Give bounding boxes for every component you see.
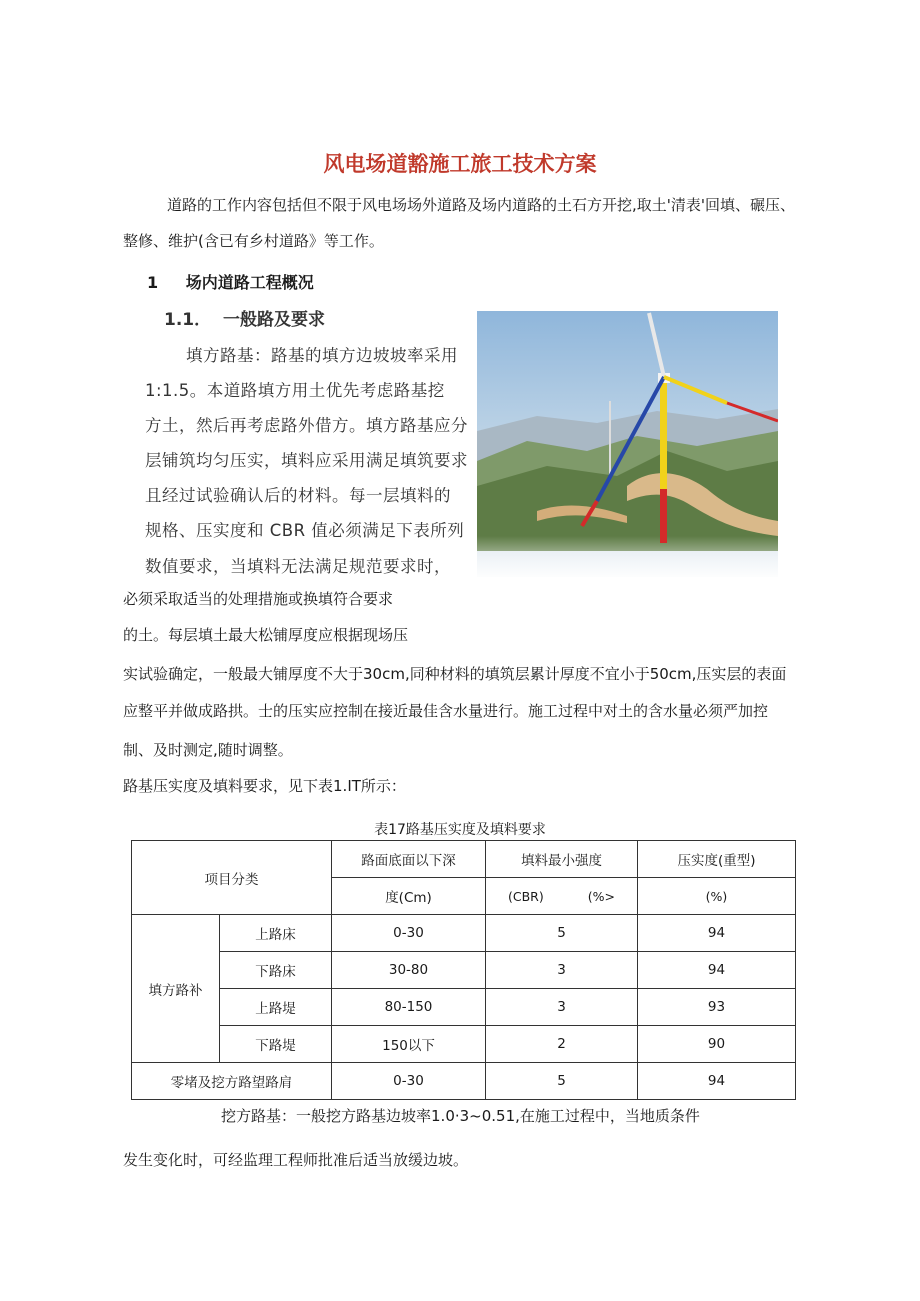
table-row <box>132 1063 796 1100</box>
row-compaction: 90 <box>638 1026 796 1063</box>
body-line: 的土。每层填土最大松铺厚度应根据现场压 <box>123 626 409 644</box>
header-strength: 填料最小强度 <box>486 841 638 878</box>
scanned-line: 且经过试验确认后的材料。每一层填料的 <box>145 486 451 505</box>
header-depth: 路面底面以下深 <box>332 841 486 878</box>
section-title: 一般路及要求 <box>223 310 326 330</box>
scanned-line: 1:1.5。本道路填方用土优先考虑路基挖 <box>145 381 445 400</box>
body-line: 路基压实度及填料要求，见下表1.IT所示： <box>123 777 406 795</box>
wind-turbine-photo <box>477 311 778 577</box>
row-cbr: 3 <box>486 989 638 1026</box>
header-depth-unit: 度(Cm) <box>332 878 486 915</box>
row-depth: 80-150 <box>332 989 486 1026</box>
last-row-label: 零堵及挖方路望路肩 <box>132 1063 332 1100</box>
document-title: 风电场道豁施工旅工技术方案 <box>323 152 597 176</box>
scanned-line: 填方路基：路基的填方边坡坡率采用 <box>186 346 458 365</box>
body-line: 制、及时测定,随时调整。 <box>123 741 293 759</box>
row-cbr: 2 <box>486 1026 638 1063</box>
body-line: 必须采取适当的处理措施或换填符合要求 <box>123 590 394 608</box>
header-compaction-unit: (%) <box>638 878 796 915</box>
group-label: 填方路补 <box>132 915 220 1063</box>
scanned-line: 方土，然后再考虑路外借方。填方路基应分 <box>145 416 468 435</box>
intro-line-1: 道路的工作内容包括但不限于风电场场外道路及场内道路的土石方开挖,取土'清表'回填、碾压、 <box>167 196 796 214</box>
scanned-line: 规格、压实度和 CBR 值必须满足下表所列 <box>145 521 465 540</box>
scanned-line: 层铺筑均匀压实，填料应采用满足填筑要求 <box>145 451 468 470</box>
row-sub-label: 下路堤 <box>220 1026 332 1063</box>
row-depth: 0-30 <box>332 1063 486 1100</box>
row-depth: 30-80 <box>332 952 486 989</box>
intro-line-2: 整修、维护(含已有乡村道路》等工作。 <box>123 232 384 250</box>
table-row <box>132 1026 796 1063</box>
section-number: 1.1． <box>164 310 212 330</box>
body-line: 实试验确定，一般最大铺厚度不大于30cm,同种材料的填筑层累计厚度不宜小于50cm,压实层的表面 <box>123 665 787 683</box>
header-strength-unit <box>486 878 638 915</box>
row-compaction: 94 <box>638 1063 796 1100</box>
section-number: 1 <box>147 273 159 292</box>
row-cbr: 3 <box>486 952 638 989</box>
after-table-line-2: 发生变化时，可经监理工程师批准后适当放缓边坡。 <box>123 1151 469 1169</box>
table-row <box>132 952 796 989</box>
body-line: 应整平并做成路拱。士的压实应控制在接近最佳含水量进行。施工过程中对土的含水量必须严加控 <box>123 702 769 720</box>
row-depth: 150以下 <box>332 1026 486 1063</box>
section-title: 场内道路工程概况 <box>185 273 314 292</box>
row-cbr: 5 <box>486 1063 638 1100</box>
row-sub-label: 下路床 <box>220 952 332 989</box>
row-depth: 0-30 <box>332 915 486 952</box>
section-heading-1 <box>147 270 314 293</box>
row-cbr: 5 <box>486 915 638 952</box>
after-table-line-1: 挖方路基：一般挖方路基边坡率1.0·3~0.51,在施工过程中，当地质条件 <box>221 1107 700 1125</box>
scanned-line: 数值要求，当填料无法满足规范要求时， <box>145 557 451 576</box>
row-sub-label: 上路堤 <box>220 989 332 1026</box>
table-row <box>132 989 796 1026</box>
table-row <box>132 915 796 952</box>
row-compaction: 94 <box>638 952 796 989</box>
header-strength-percent: (%> <box>587 888 615 904</box>
compaction-requirements-table <box>131 840 796 1100</box>
row-compaction: 93 <box>638 989 796 1026</box>
row-sub-label: 上路床 <box>220 915 332 952</box>
row-compaction: 94 <box>638 915 796 952</box>
header-category: 项目分类 <box>132 841 332 915</box>
header-strength-cbr: (CBR) <box>508 888 544 904</box>
section-heading-1-1 <box>164 305 325 330</box>
table-header-row <box>132 841 796 878</box>
header-compaction: 压实度(重型) <box>638 841 796 878</box>
table-caption: 表17路基压实度及填料要求 <box>374 822 546 838</box>
